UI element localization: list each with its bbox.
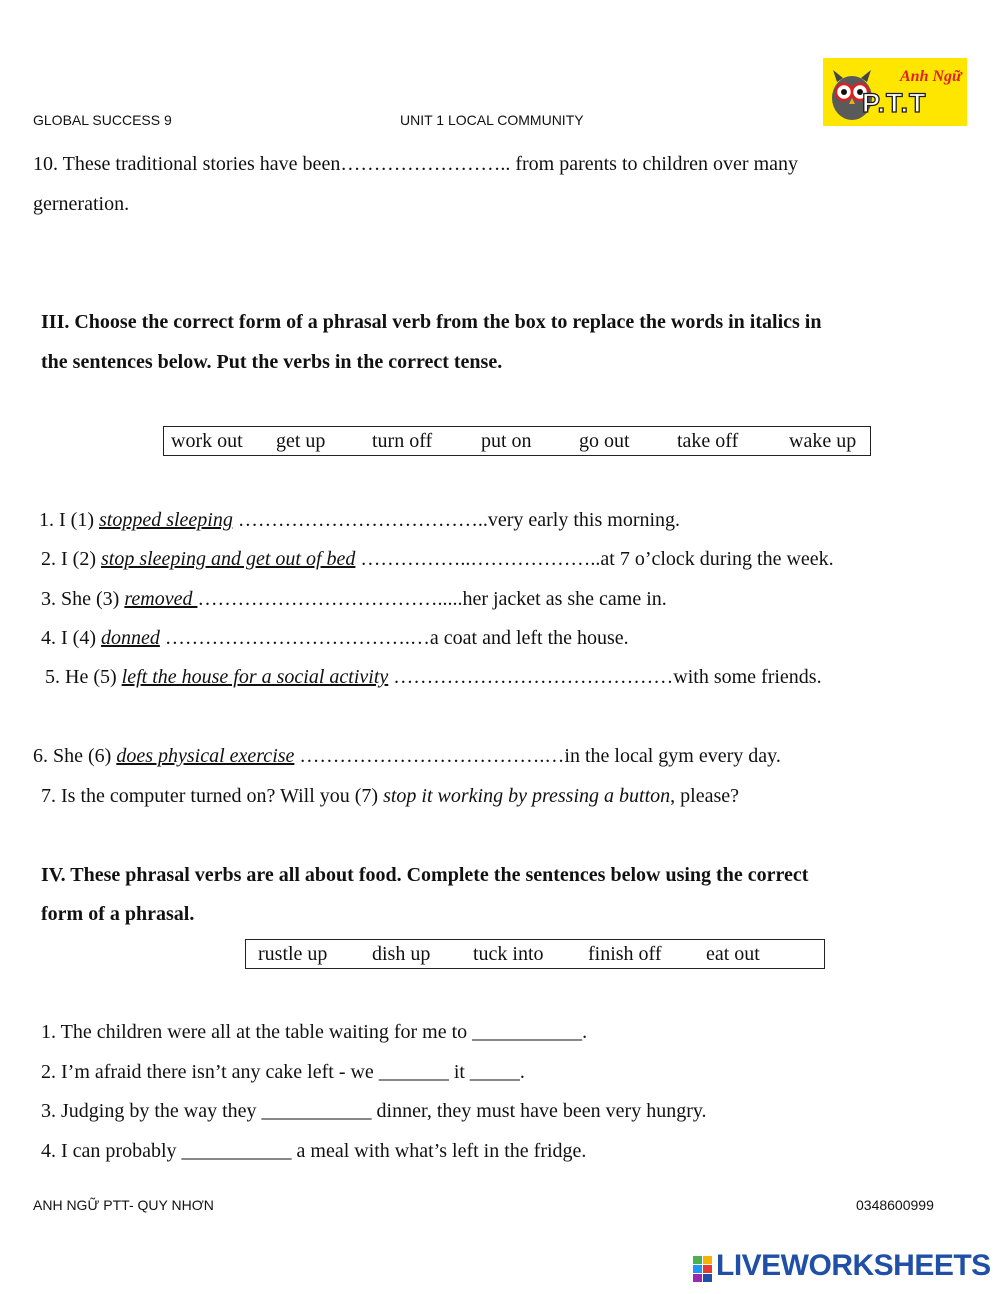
section3-item-2 (41, 548, 834, 571)
answer-blank[interactable]: ……………………………….....her jacket as she came in. (197, 588, 667, 610)
word-box-item: get up (276, 429, 326, 452)
section4-item-4[interactable]: 4. I can probably ___________ a meal with what’s left in the fridge. (41, 1140, 587, 1162)
section4-word-box (245, 939, 825, 969)
header-center: UNIT 1 LOCAL COMMUNITY (400, 112, 584, 128)
section4-heading-line1: IV. These phrasal verbs are all about food. Complete the sentences below using the correct (41, 864, 809, 886)
word-box-item: rustle up (258, 942, 328, 965)
italic-phrase: donned (100, 627, 160, 649)
word-box-item: work out (171, 429, 243, 452)
italic-phrase: left the house for a social activity (121, 666, 389, 688)
answer-blank[interactable]: ………………………………..very early this morning. (232, 509, 681, 531)
word-box-item: take off (677, 429, 739, 452)
word-box-item: turn off (372, 429, 433, 452)
liveworksheets-icon (693, 1256, 713, 1282)
item-text: , please? (670, 785, 739, 807)
italic-phrase: stop sleeping and get out of bed (100, 548, 356, 570)
liveworksheets-watermark: LIVEWORKSHEETS (716, 1249, 991, 1282)
answer-blank[interactable]: ……………………………………with some friends. (388, 666, 822, 688)
item-number: 6. She (6) (33, 745, 117, 767)
section3-item-6 (33, 745, 781, 768)
item-number: 1. I (1) (39, 509, 99, 531)
item-number: 5. He (5) (45, 666, 122, 688)
section4-heading-line2: form of a phrasal. (41, 903, 195, 925)
section3-item-4 (41, 627, 629, 650)
header-left: GLOBAL SUCCESS 9 (33, 112, 172, 128)
answer-blank[interactable]: ……………………………….…in the local gym every day. (294, 745, 781, 767)
q10-line2: gerneration. (33, 193, 130, 215)
item-text: 7. Is the computer turned on? Will you (7) (41, 785, 384, 807)
word-box-item: put on (481, 429, 532, 452)
word-box-item: go out (579, 429, 630, 452)
logo-name: P.T.T (862, 88, 927, 118)
italic-phrase: stopped sleeping (98, 509, 233, 531)
word-box-item: finish off (588, 942, 662, 965)
logo-brand: Anh Ngữ (900, 68, 962, 85)
footer-right: 0348600999 (856, 1197, 934, 1213)
word-box-item: eat out (706, 942, 760, 965)
section3-item-1 (39, 509, 680, 532)
word-box-item: tuck into (473, 942, 544, 965)
word-box-item: dish up (372, 942, 431, 965)
italic-phrase: does physical exercise (116, 745, 295, 767)
item-number: 3. She (3) (41, 588, 125, 610)
section4-item-2[interactable]: 2. I’m afraid there isn’t any cake left - we _______ it _____. (41, 1061, 525, 1083)
section3-item-7 (41, 785, 739, 808)
item-number: 4. I (4) (41, 627, 101, 649)
section3-word-box (163, 426, 871, 456)
section3-item-3 (41, 588, 667, 611)
section4-item-3[interactable]: 3. Judging by the way they ___________ dinner, they must have been very hungry. (41, 1100, 707, 1122)
answer-blank[interactable]: ……………………………….…a coat and left the house. (159, 627, 629, 649)
section3-heading-line2: the sentences below. Put the verbs in the correct tense. (41, 351, 503, 373)
word-box-item: wake up (789, 429, 857, 452)
italic-phrase: removed (124, 588, 198, 610)
section3-heading-line1: III. Choose the correct form of a phrasal verb from the box to replace the words in italics in (41, 311, 822, 333)
item-number: 2. I (2) (41, 548, 101, 570)
answer-blank[interactable]: ……………..………………..at 7 o’clock during the week. (355, 548, 834, 570)
footer-left: ANH NGỮ PTT- QUY NHƠN (33, 1197, 214, 1213)
q10-line1: 10. These traditional stories have been…………………….. from parents to children over many (33, 153, 798, 175)
italic-phrase: stop it working by pressing a button (383, 785, 671, 807)
section4-item-1[interactable]: 1. The children were all at the table waiting for me to ___________. (41, 1021, 588, 1043)
section3-item-5 (45, 666, 822, 689)
